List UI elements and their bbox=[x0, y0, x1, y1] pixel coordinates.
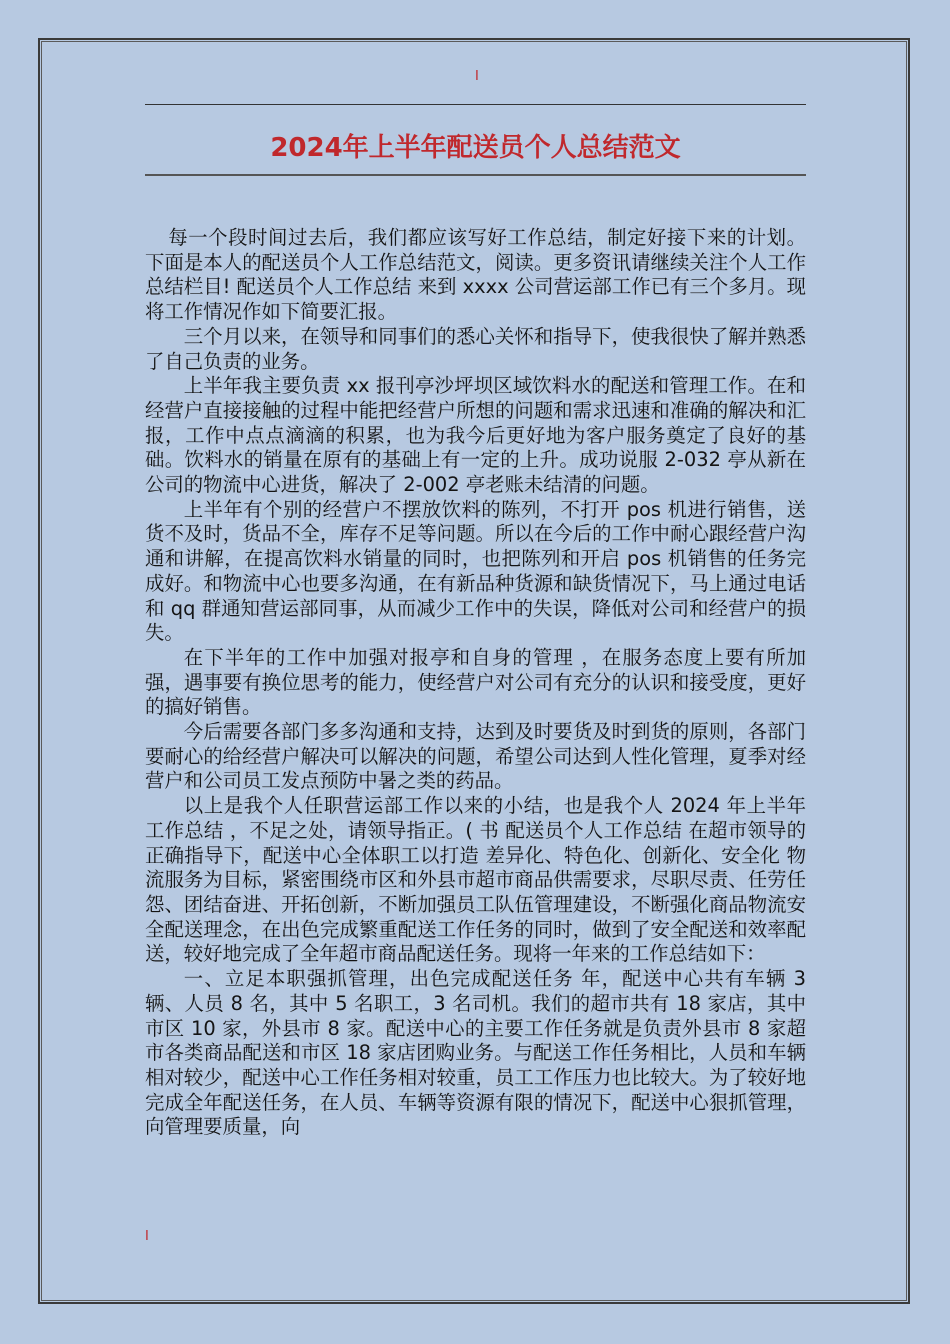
paragraph-4: 上半年有个别的经营户不摆放饮料的陈列，不打开 pos 机进行销售，送货不及时，货品不全，库存不足等问题。所以在今后的工作中耐心跟经营户沟通和讲解，在提高饮料水销量的同时，也把陈列和开启 pos 机销售的任务完成好。和物流中心也要多沟通，在有新品种货源和缺货情况下，马上通过电话和 qq 群通知营运部同事，从而减少工作中的失误，降低对公司和经营户的损失。 bbox=[145, 497, 806, 645]
document-body bbox=[145, 226, 806, 1140]
header-mark: I bbox=[475, 69, 479, 84]
header-rule bbox=[145, 104, 806, 105]
document-title: 2024年上半年配送员个人总结范文 bbox=[270, 133, 681, 163]
footer-mark: I bbox=[145, 1229, 149, 1244]
paragraph-8: 一、立足本职强抓管理，出色完成配送任务 年，配送中心共有车辆 3 辆、人员 8 名，其中 5 名职工，3 名司机。我们的超市共有 18 家店，其中市区 10 家，外县市 8 家。配送中心的主要工作任务就是负责外县市 8 家超市各类商品配送和市区 18 家店团购业务。与配送工作任务相比，人员和车辆相对较少，配送中心工作任务相对较重，员工工作压力也比较大。为了较好地完成全年配送任务，在人员、车辆等资源有限的情况下，配送中心狠抓管理，向管理要质量，向 bbox=[145, 967, 806, 1139]
paragraph-5: 在下半年的工作中加强对报亭和自身的管理 ，在服务态度上要有所加强，遇事要有换位思考的能力，使经营户对公司有充分的认识和接受度，更好的搞好销售。 bbox=[145, 645, 806, 719]
title-rule bbox=[145, 174, 806, 176]
paragraph-7: 以上是我个人任职营运部工作以来的小结，也是我个人 2024 年上半年工作总结 ，不足之处，请领导指正。( 书 配送员个人工作总结 在超市领导的正确指导下，配送中心全体职工以打造 差异化、特色化、创新化、安全化 物流服务为目标，紧密围绕市区和外县市超市商品供需要求，尽职尽责、任劳任怨、团结奋进、开拓创新，不断加强员工队伍管理建设，不断强化商品物流安全配送理念，在出色完成繁重配送工作任务的同时，做到了安全配送和效率配送，较好地完成了全年超市商品配送任务。现将一年来的工作总结如下： bbox=[145, 794, 806, 966]
paragraph-3: 上半年我主要负责 xx 报刊亭沙坪坝区域饮料水的配送和管理工作。在和经营户直接接触的过程中能把经营户所想的问题和需求迅速和准确的解决和汇报，工作中点点滴滴的积累，也为我今后更好地为客户服务奠定了良好的基础。饮料水的销量在原有的基础上有一定的上升。成功说服 2-032 亭从新在公司的物流中心进货，解决了 2-002 亭老账未结清的问题。 bbox=[145, 374, 806, 497]
paragraph-1: 每一个段时间过去后，我们都应该写好工作总结，制定好接下来的计划。下面是本人的配送员个人工作总结范文，阅读。更多资讯请继续关注个人工作总结栏目! 配送员个人工作总结 来到 xxxx 公司营运部工作已有三个多月。现将工作情况作如下简要汇报。 bbox=[145, 226, 806, 324]
paragraph-6: 今后需要各部门多多沟通和支持，达到及时要货及时到货的原则，各部门要耐心的给经营户解决可以解决的问题，希望公司达到人性化管理，夏季对经营户和公司员工发点预防中暑之类的药品。 bbox=[145, 720, 806, 793]
paragraph-2: 三个月以来，在领导和同事们的悉心关怀和指导下，使我很快了解并熟悉了自己负责的业务。 bbox=[145, 324, 806, 373]
